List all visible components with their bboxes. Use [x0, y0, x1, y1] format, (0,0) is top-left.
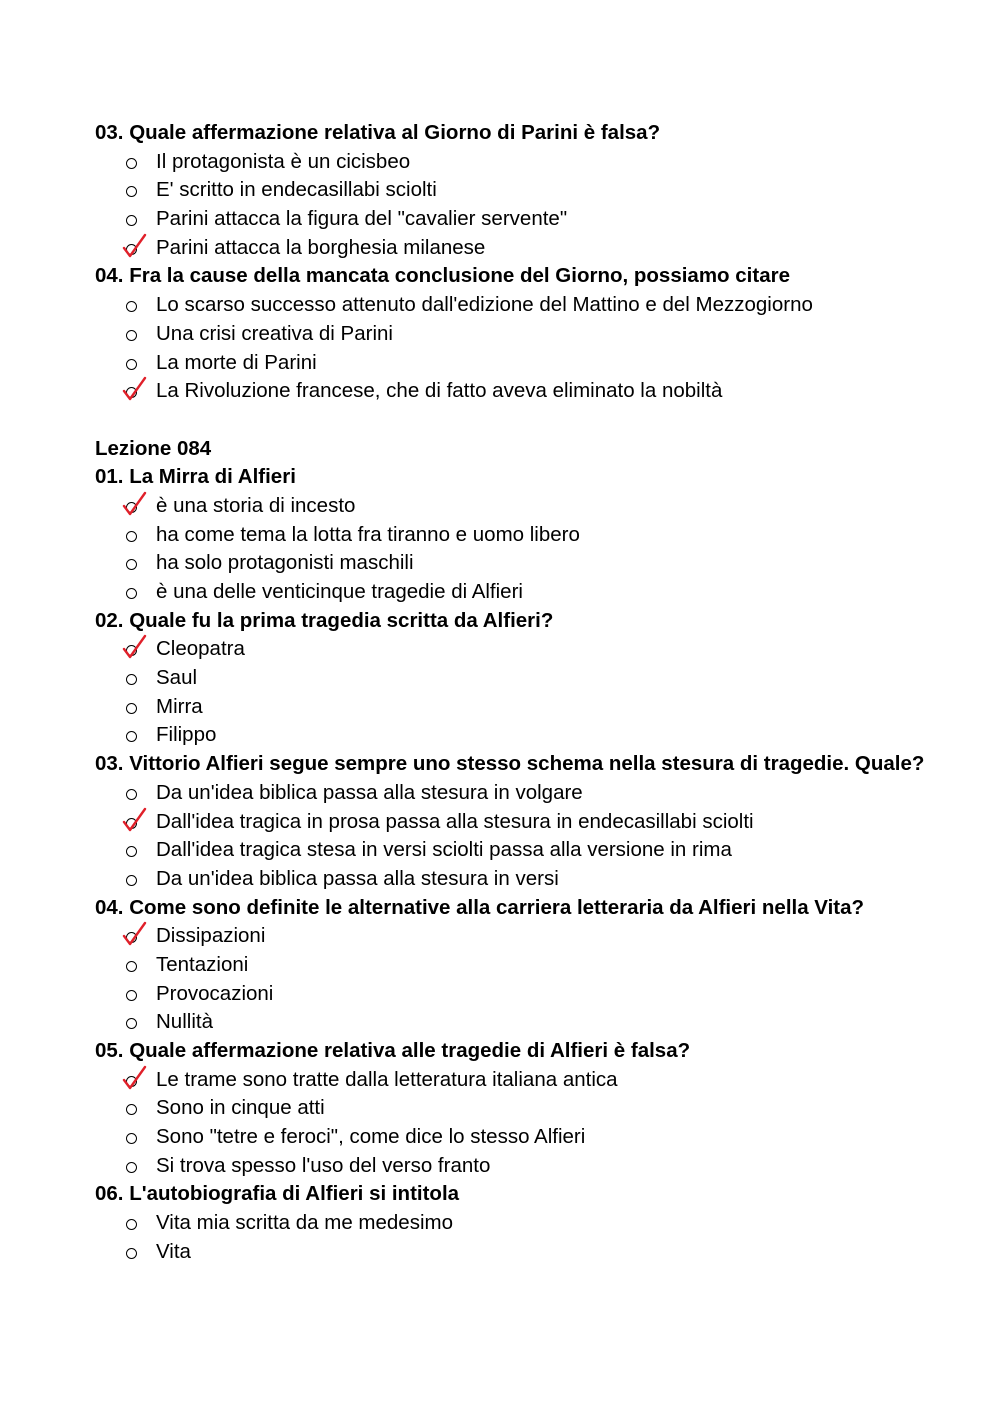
empty-circle-bullet-icon: [123, 320, 143, 349]
checked-answer-icon: [123, 377, 143, 406]
circle-bullet-icon: [126, 1219, 137, 1230]
answer-option-label: La Rivoluzione francese, che di fatto aveva eliminato la nobiltà: [156, 379, 723, 403]
answer-option: [95, 1123, 975, 1152]
answer-option-label: Provocazioni: [156, 981, 274, 1005]
circle-bullet-icon: [126, 359, 137, 370]
answer-option-label: E' scritto in endecasillabi sciolti: [156, 178, 437, 202]
answer-option: [95, 1008, 975, 1037]
empty-circle-bullet-icon: [123, 349, 143, 378]
circle-bullet-icon: [126, 1162, 137, 1173]
empty-circle-bullet-icon: [123, 291, 143, 320]
answer-option-label: ha solo protagonisti maschili: [156, 551, 414, 575]
answer-option-label: Cleopatra: [156, 637, 245, 661]
question-text: 04. Come sono definite le alternative alla carriera letteraria da Alfieri nella Vita?: [95, 895, 865, 919]
answer-option-correct: [95, 635, 975, 664]
circle-bullet-icon: [126, 789, 137, 800]
empty-circle-bullet-icon: [123, 1152, 143, 1181]
answer-option: [95, 291, 975, 320]
answer-option-label: La morte di Parini: [156, 350, 317, 374]
question-text: 06. L'autobiografia di Alfieri si intitola: [95, 1182, 460, 1206]
answer-option: [95, 578, 975, 607]
answer-option-label: Il protagonista è un cicisbeo: [156, 149, 411, 173]
answer-option: [95, 320, 975, 349]
empty-circle-bullet-icon: [123, 176, 143, 205]
empty-circle-bullet-icon: [123, 549, 143, 578]
answer-option-label: Una crisi creativa di Parini: [156, 321, 393, 345]
answer-option-label: Dall'idea tragica in prosa passa alla stesura in endecasillabi sciolti: [156, 809, 754, 833]
answer-option-correct: [95, 492, 975, 521]
circle-bullet-icon: [126, 703, 137, 714]
circle-bullet-icon: [126, 1133, 137, 1144]
answer-option: [95, 865, 975, 894]
answer-option-label: ha come tema la lotta fra tiranno e uomo libero: [156, 522, 580, 546]
empty-circle-bullet-icon: [123, 779, 143, 808]
question-text: 05. Quale affermazione relativa alle tragedie di Alfieri è falsa?: [95, 1039, 691, 1063]
answer-option: [95, 951, 975, 980]
answer-option: [95, 664, 975, 693]
answer-option: [95, 205, 975, 234]
answer-option-label: Vita mia scritta da me medesimo: [156, 1211, 453, 1235]
question-text: 03. Quale affermazione relativa al Giorno di Parini è falsa?: [95, 121, 661, 144]
empty-circle-bullet-icon: [123, 205, 143, 234]
answer-option: [95, 1094, 975, 1123]
answer-option-correct: [95, 377, 975, 406]
answer-option: [95, 721, 975, 750]
answer-option-label: Dissipazioni: [156, 924, 266, 948]
red-checkmark-icon: [123, 632, 147, 660]
lesson-heading: Lezione 084: [95, 436, 212, 460]
empty-circle-bullet-icon: [123, 1238, 143, 1267]
red-checkmark-icon: [123, 489, 147, 517]
answer-option: [95, 176, 975, 205]
circle-bullet-icon: [126, 1018, 137, 1029]
answer-option: [95, 1238, 975, 1267]
question-text: 03. Vittorio Alfieri segue sempre uno stesso schema nella stesura di tragedie. Quale?: [95, 752, 925, 776]
red-checkmark-icon: [123, 231, 147, 259]
answer-option-label: Nullità: [156, 1010, 213, 1034]
checked-answer-icon: [123, 922, 143, 951]
answer-option: [95, 521, 975, 550]
answer-option-label: Le trame sono tratte dalla letteratura italiana antica: [156, 1067, 618, 1091]
answer-option: [95, 693, 975, 722]
checked-answer-icon: [123, 1066, 143, 1095]
answer-option-correct: [95, 808, 975, 837]
circle-bullet-icon: [126, 1248, 137, 1259]
checked-answer-icon: [123, 492, 143, 521]
answer-option: [95, 148, 975, 177]
circle-bullet-icon: [126, 559, 137, 570]
answer-option: [95, 349, 975, 378]
circle-bullet-icon: [126, 961, 137, 972]
answer-option-label: Tentazioni: [156, 952, 249, 976]
question-text: 01. La Mirra di Alfieri: [95, 465, 296, 489]
checked-answer-icon: [123, 234, 143, 263]
circle-bullet-icon: [126, 186, 137, 197]
answer-option-label: Da un'idea biblica passa alla stesura in volgare: [156, 780, 583, 804]
question-text: 04. Fra la cause della mancata conclusione del Giorno, possiamo citare: [95, 264, 790, 288]
answer-option: [95, 1152, 975, 1181]
answer-option-correct: [95, 234, 975, 263]
red-checkmark-icon: [123, 1063, 147, 1091]
answer-option: [95, 549, 975, 578]
circle-bullet-icon: [126, 731, 137, 742]
circle-bullet-icon: [126, 330, 137, 341]
circle-bullet-icon: [126, 674, 137, 685]
checked-answer-icon: [123, 808, 143, 837]
empty-circle-bullet-icon: [123, 951, 143, 980]
question-text: 02. Quale fu la prima tragedia scritta da Alfieri?: [95, 608, 554, 632]
red-checkmark-icon: [123, 805, 147, 833]
empty-circle-bullet-icon: [123, 721, 143, 750]
answer-option-correct: [95, 1066, 975, 1095]
answer-option-label: Sono "tetre e feroci", come dice lo stesso Alfieri: [156, 1125, 586, 1149]
answer-option-label: Saul: [156, 666, 198, 690]
empty-circle-bullet-icon: [123, 980, 143, 1009]
answer-option-label: Dall'idea tragica stesa in versi sciolti passa alla versione in rima: [156, 838, 732, 862]
answer-option-label: Si trova spesso l'uso del verso franto: [156, 1153, 491, 1177]
empty-circle-bullet-icon: [123, 148, 143, 177]
answer-option-label: Sono in cinque atti: [156, 1096, 325, 1120]
circle-bullet-icon: [126, 846, 137, 857]
circle-bullet-icon: [126, 875, 137, 886]
answer-option-label: è una storia di incesto: [156, 493, 356, 517]
answer-option-label: Parini attacca la borghesia milanese: [156, 235, 486, 259]
answer-option-label: Mirra: [156, 694, 203, 718]
answer-option-label: Filippo: [156, 723, 217, 747]
circle-bullet-icon: [126, 588, 137, 599]
circle-bullet-icon: [126, 531, 137, 542]
empty-circle-bullet-icon: [123, 836, 143, 865]
answer-option: [95, 980, 975, 1009]
answer-option-label: Da un'idea biblica passa alla stesura in versi: [156, 866, 559, 890]
empty-circle-bullet-icon: [123, 521, 143, 550]
answer-option-label: è una delle venticinque tragedie di Alfieri: [156, 580, 523, 603]
circle-bullet-icon: [126, 215, 137, 226]
answer-option-correct: [95, 922, 975, 951]
answer-option: [95, 1209, 975, 1238]
answer-option-label: Parini attacca la figura del "cavalier servente": [156, 207, 568, 231]
empty-circle-bullet-icon: [123, 865, 143, 894]
empty-circle-bullet-icon: [123, 1123, 143, 1152]
checked-answer-icon: [123, 635, 143, 664]
document-page: [95, 119, 975, 1267]
empty-circle-bullet-icon: [123, 578, 143, 607]
circle-bullet-icon: [126, 1104, 137, 1115]
answer-option-label: Vita: [156, 1239, 191, 1263]
circle-bullet-icon: [126, 158, 137, 169]
answer-option: [95, 779, 975, 808]
red-checkmark-icon: [123, 919, 147, 947]
circle-bullet-icon: [126, 990, 137, 1001]
answer-option: [95, 836, 975, 865]
empty-circle-bullet-icon: [123, 1094, 143, 1123]
empty-circle-bullet-icon: [123, 1209, 143, 1238]
red-checkmark-icon: [123, 374, 147, 402]
section-spacer: [95, 406, 975, 435]
answer-option-label: Lo scarso successo attenuto dall'edizione del Mattino e del Mezzogiorno: [156, 293, 813, 317]
circle-bullet-icon: [126, 301, 137, 312]
empty-circle-bullet-icon: [123, 693, 143, 722]
empty-circle-bullet-icon: [123, 664, 143, 693]
empty-circle-bullet-icon: [123, 1008, 143, 1037]
